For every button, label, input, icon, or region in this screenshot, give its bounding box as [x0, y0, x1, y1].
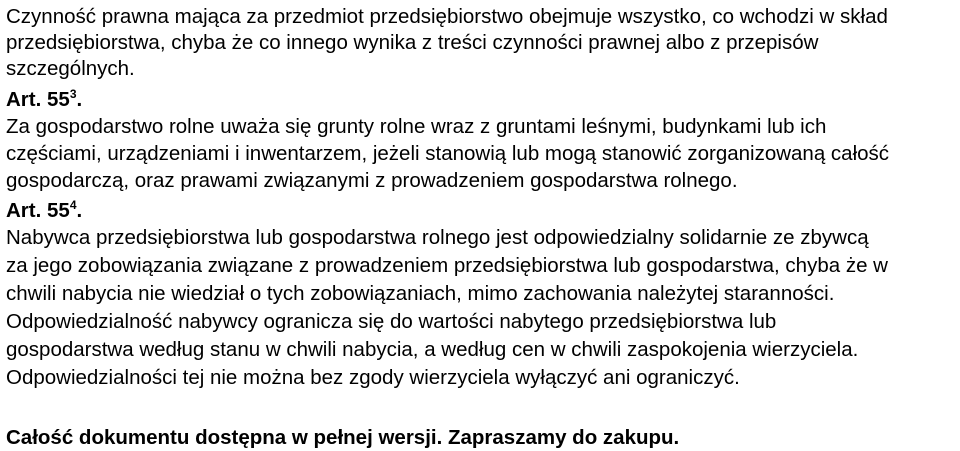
article-54-2-line-2: przedsiębiorstwa, chyba że co innego wynika z treści czynności prawnej albo z przepisów: [6, 31, 819, 54]
article-heading-suffix: .: [76, 88, 83, 111]
article-54-2-line-1: Czynność prawna mająca za przedmiot przedsiębiorstwo obejmuje wszystko, co wchodzi w skład: [6, 5, 888, 28]
article-55-4-line-5: gospodarstwa według stanu w chwili nabycia, a według cen w chwili zaspokojenia wierzyciela.: [6, 338, 859, 361]
article-heading-superscript: 4: [69, 198, 77, 212]
article-55-4-heading: [6, 198, 82, 224]
article-55-3-line-2: częściami, urządzeniami i inwentarzem, jeżeli stanowią lub mogą stanowić zorganizowaną całość: [6, 142, 890, 165]
article-heading-superscript: 3: [69, 87, 77, 101]
article-55-4-line-4: Odpowiedzialność nabywcy ogranicza się do wartości nabytego przedsiębiorstwa lub: [6, 310, 777, 333]
article-55-4-line-1: Nabywca przedsiębiorstwa lub gospodarstwa rolnego jest odpowiedzialny solidarnie ze zbywcą: [6, 226, 869, 249]
article-55-4-line-3: chwili nabycia nie wiedział o tych zobowiązaniach, mimo zachowania należytej staranności.: [6, 282, 835, 305]
article-55-4-line-2: za jego zobowiązania związane z prowadzeniem przedsiębiorstwa lub gospodarstwa, chyba że w: [6, 254, 888, 277]
article-55-3-heading: [6, 87, 82, 113]
article-heading-suffix: .: [76, 199, 83, 222]
article-55-3-line-3: gospodarczą, oraz prawami związanymi z prowadzeniem gospodarstwa rolnego.: [6, 169, 738, 192]
full-version-notice: Całość dokumentu dostępna w pełnej wersji. Zapraszamy do zakupu.: [6, 426, 680, 449]
article-54-2-line-3: szczególnych.: [6, 57, 135, 80]
article-55-4-line-6: Odpowiedzialności tej nie można bez zgody wierzyciela wyłączyć ani ograniczyć.: [6, 366, 740, 389]
article-heading-prefix: Art. 55: [6, 88, 70, 111]
article-heading-prefix: Art. 55: [6, 199, 70, 222]
article-55-3-line-1: Za gospodarstwo rolne uważa się grunty rolne wraz z gruntami leśnymi, budynkami lub ich: [6, 115, 827, 138]
